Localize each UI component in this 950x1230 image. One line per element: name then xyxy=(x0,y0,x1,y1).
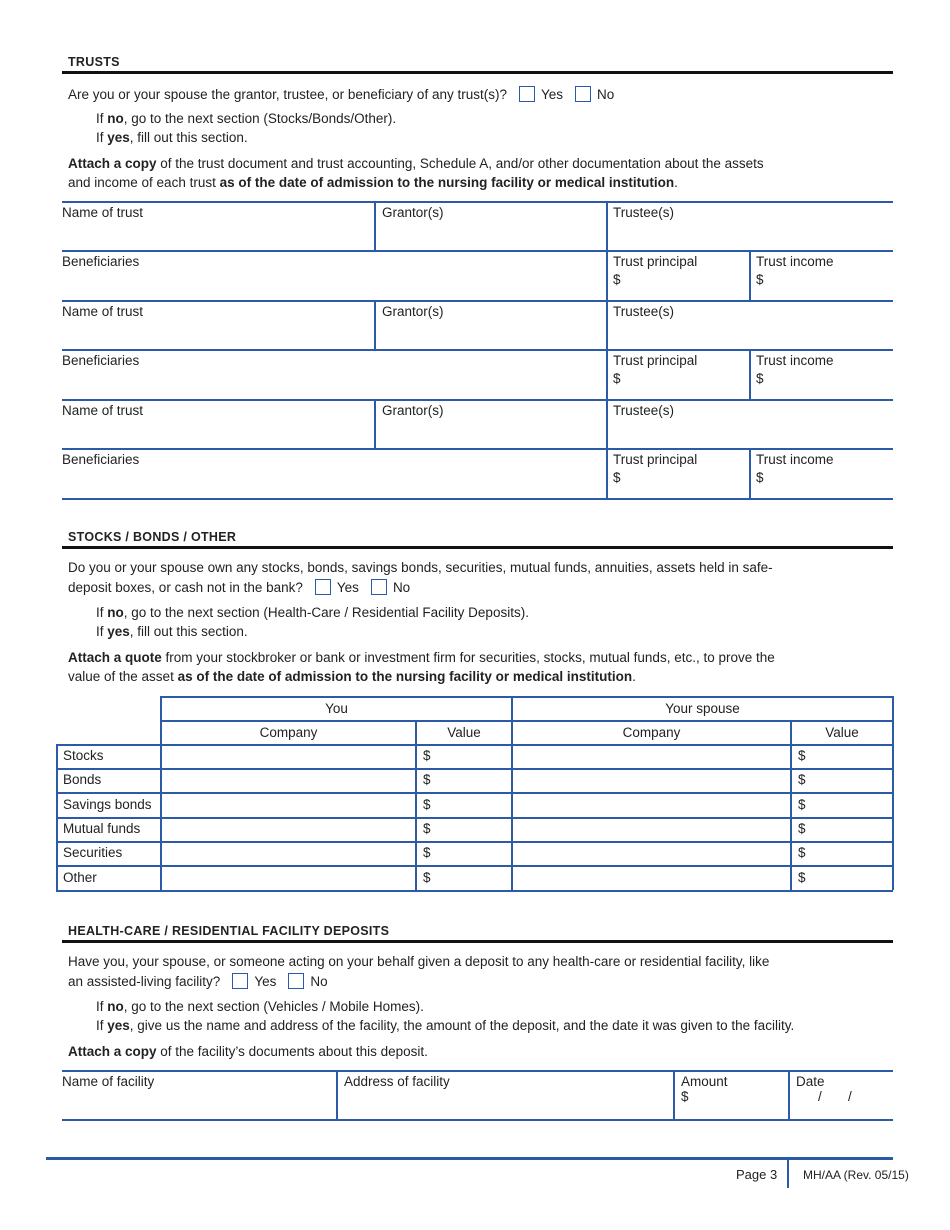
spouse-value-field[interactable]: $ xyxy=(798,748,806,763)
section-rule xyxy=(62,71,893,74)
stocks-question-2: deposit boxes, or cash not in the bank? Yes No xyxy=(68,580,411,595)
table-divider xyxy=(606,349,608,399)
stocks-attach-note-2: value of the asset as of the date of admission to the nursing facility or medical institution. xyxy=(68,669,636,684)
dollar-sign: $ xyxy=(613,371,621,386)
facility-name-field[interactable]: Name of facility xyxy=(62,1074,155,1089)
spouse-value-field[interactable]: $ xyxy=(798,797,806,812)
you-company-field[interactable] xyxy=(162,868,415,890)
table-divider xyxy=(374,201,376,251)
deposits-if-no: If no, go to the next section (Vehicles / Mobile Homes). xyxy=(96,999,424,1014)
trust-principal-field[interactable]: Trust principal xyxy=(613,254,698,269)
you-value-field[interactable]: $ xyxy=(423,797,431,812)
you-value-field[interactable]: $ xyxy=(423,748,431,763)
trust-grantor-field[interactable]: Grantor(s) xyxy=(382,304,444,319)
deposits-question-1: Have you, your spouse, or someone acting on your behalf given a deposit to any health-care or residential facility, like xyxy=(68,954,770,969)
column-header-value: Value xyxy=(447,725,481,740)
section-title-trusts: TRUSTS xyxy=(68,55,120,69)
row-label: Other xyxy=(63,870,97,885)
table-line xyxy=(62,250,893,252)
table-divider xyxy=(606,399,608,449)
you-company-field[interactable] xyxy=(162,746,415,768)
you-value-field[interactable]: $ xyxy=(423,821,431,836)
stocks-attach-note: Attach a quote from your stockbroker or bank or investment firm for securities, stocks, mutual funds, etc., to prove the xyxy=(68,650,775,665)
table-line xyxy=(62,1070,893,1072)
spouse-company-field[interactable] xyxy=(513,770,790,792)
table-line xyxy=(160,720,893,722)
table-line xyxy=(62,399,893,401)
column-header-company: Company xyxy=(622,725,681,740)
spouse-value-field[interactable]: $ xyxy=(798,870,806,885)
deposit-amount-field[interactable]: Amount $ xyxy=(681,1074,728,1104)
row-label: Stocks xyxy=(63,748,104,763)
table-divider xyxy=(749,349,751,399)
deposits-yes-checkbox[interactable] xyxy=(232,973,248,989)
dollar-sign: $ xyxy=(756,470,764,485)
you-company-field[interactable] xyxy=(162,843,415,865)
table-line xyxy=(62,448,893,450)
spouse-value-field[interactable]: $ xyxy=(798,821,806,836)
column-header-spouse: Your spouse xyxy=(665,701,740,716)
table-line xyxy=(62,349,893,351)
form-code: MH/AA (Rev. 05/15) xyxy=(803,1168,909,1182)
section-rule xyxy=(62,546,893,549)
table-line xyxy=(56,890,893,892)
you-value-field[interactable]: $ xyxy=(423,772,431,787)
trust-trustee-field[interactable]: Trustee(s) xyxy=(613,403,675,418)
column-header-you: You xyxy=(325,701,348,716)
you-company-field[interactable] xyxy=(162,770,415,792)
spouse-company-field[interactable] xyxy=(513,795,790,817)
spouse-company-field[interactable] xyxy=(513,868,790,890)
trusts-attach-note-2: and income of each trust as of the date of admission to the nursing facility or medical institution. xyxy=(68,175,678,190)
deposits-no-checkbox[interactable] xyxy=(288,973,304,989)
spouse-value-field[interactable]: $ xyxy=(798,845,806,860)
table-divider xyxy=(606,201,608,251)
spouse-company-field[interactable] xyxy=(513,746,790,768)
table-divider xyxy=(749,250,751,300)
row-label: Bonds xyxy=(63,772,102,787)
page-number: Page 3 xyxy=(736,1167,778,1182)
trust-beneficiaries-field[interactable]: Beneficiaries xyxy=(62,353,140,368)
deposits-if-yes: If yes, give us the name and address of the facility, the amount of the deposit, and the date it was given to the facility. xyxy=(96,1018,795,1033)
table-line xyxy=(62,1119,893,1121)
row-label: Securities xyxy=(63,845,123,860)
you-company-field[interactable] xyxy=(162,819,415,841)
spouse-company-field[interactable] xyxy=(513,819,790,841)
facility-address-field[interactable]: Address of facility xyxy=(344,1074,450,1089)
spouse-company-field[interactable] xyxy=(513,843,790,865)
trust-principal-field[interactable]: Trust principal xyxy=(613,452,698,467)
stocks-no-checkbox[interactable] xyxy=(371,579,387,595)
table-line xyxy=(62,498,893,500)
table-divider xyxy=(749,448,751,498)
trust-trustee-field[interactable]: Trustee(s) xyxy=(613,205,675,220)
stocks-yes-checkbox[interactable] xyxy=(315,579,331,595)
dollar-sign: $ xyxy=(756,371,764,386)
section-title-stocks: STOCKS / BONDS / OTHER xyxy=(68,530,237,544)
row-label: Savings bonds xyxy=(63,797,152,812)
trust-name-field[interactable]: Name of trust xyxy=(62,304,144,319)
table-line xyxy=(56,865,893,867)
deposits-attach-note: Attach a copy of the facility’s documents about this deposit. xyxy=(68,1044,428,1059)
table-line xyxy=(62,201,893,203)
deposits-question-2: an assisted-living facility? Yes No xyxy=(68,974,328,989)
table-line xyxy=(56,792,893,794)
trust-beneficiaries-field[interactable]: Beneficiaries xyxy=(62,254,140,269)
dollar-sign: $ xyxy=(613,272,621,287)
table-line xyxy=(62,300,893,302)
trusts-attach-note: Attach a copy of the trust document and trust accounting, Schedule A, and/or other documentation about the assets xyxy=(68,156,764,171)
dollar-sign: $ xyxy=(756,272,764,287)
trusts-if-yes: If yes, fill out this section. xyxy=(96,130,248,145)
trust-income-field[interactable]: Trust income xyxy=(756,254,834,269)
trust-income-field[interactable]: Trust income xyxy=(756,452,834,467)
spouse-value-field[interactable]: $ xyxy=(798,772,806,787)
trusts-question: Are you or your spouse the grantor, trustee, or beneficiary of any trust(s)? Yes No xyxy=(68,87,615,102)
column-header-company: Company xyxy=(259,725,318,740)
you-value-field[interactable]: $ xyxy=(423,845,431,860)
trust-income-field[interactable]: Trust income xyxy=(756,353,834,368)
dollar-sign: $ xyxy=(613,470,621,485)
trust-beneficiaries-field[interactable]: Beneficiaries xyxy=(62,452,140,467)
table-divider xyxy=(606,250,608,300)
row-label: Mutual funds xyxy=(63,821,141,836)
deposit-date-field[interactable]: Date / / xyxy=(796,1074,852,1104)
trust-trustee-field[interactable]: Trustee(s) xyxy=(613,304,675,319)
section-title-deposits: HEALTH-CARE / RESIDENTIAL FACILITY DEPOSITS xyxy=(68,924,390,938)
trust-grantor-field[interactable]: Grantor(s) xyxy=(382,403,444,418)
you-company-field[interactable] xyxy=(162,795,415,817)
footer-rule xyxy=(46,1157,893,1160)
stocks-if-yes: If yes, fill out this section. xyxy=(96,624,248,639)
table-divider xyxy=(374,399,376,449)
stocks-if-no: If no, go to the next section (Health-Care / Residential Facility Deposits). xyxy=(96,605,529,620)
trusts-yes-checkbox[interactable] xyxy=(519,86,535,102)
table-divider xyxy=(606,448,608,498)
table-divider xyxy=(374,300,376,350)
trust-name-field[interactable]: Name of trust xyxy=(62,205,144,220)
trust-principal-field[interactable]: Trust principal xyxy=(613,353,698,368)
trust-name-field[interactable]: Name of trust xyxy=(62,403,144,418)
trust-grantor-field[interactable]: Grantor(s) xyxy=(382,205,444,220)
section-rule xyxy=(62,940,893,943)
trusts-if-no: If no, go to the next section (Stocks/Bonds/Other). xyxy=(96,111,397,126)
trusts-no-checkbox[interactable] xyxy=(575,86,591,102)
column-header-value: Value xyxy=(825,725,859,740)
stocks-question-1: Do you or your spouse own any stocks, bonds, savings bonds, securities, mutual funds, annuities, assets held in safe- xyxy=(68,560,773,575)
you-value-field[interactable]: $ xyxy=(423,870,431,885)
table-line xyxy=(160,696,893,698)
table-divider xyxy=(606,300,608,350)
